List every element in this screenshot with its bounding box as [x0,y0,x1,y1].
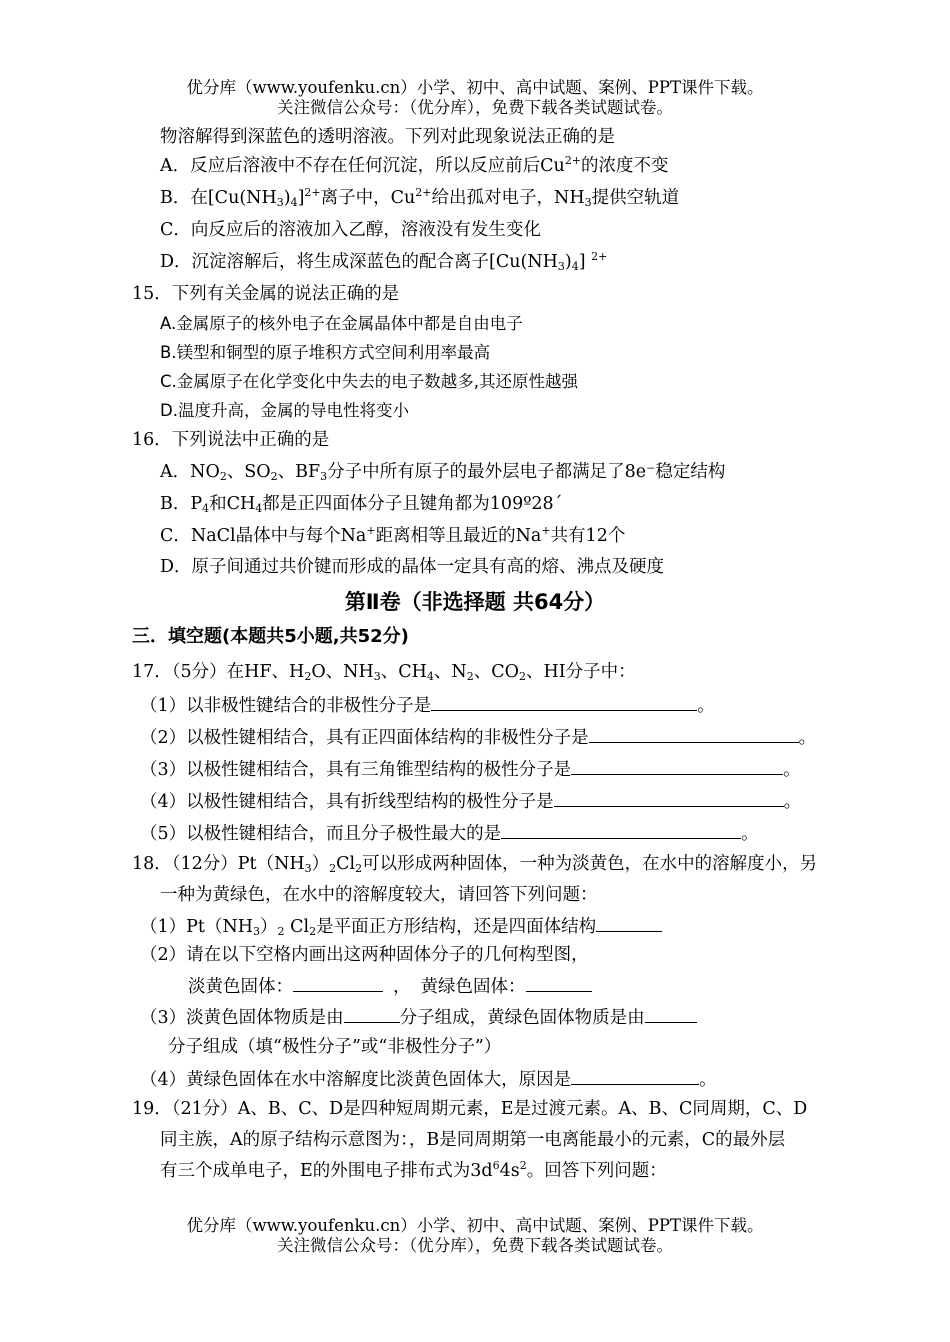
section-2-title: 第Ⅱ卷（非选择题 共64分） [344,590,606,614]
q17-part-2: （2）以极性键相结合，具有正四面体结构的非极性分子是 。 [140,724,816,750]
page-footer-line1: 优分库（www.youfenku.cn）小学、初中、高中试题、案例、PPT课件下载。 [186,1216,764,1235]
q16-option-a: A．$NO_2$、$SO_2$、$BF_3$分子中所有原子的最外层电子都满足了8e⁻稳定结构 [160,462,726,483]
q14-option-b: B．在$[Cu(NH_3)_4]^{2+}$离子中，$Cu^{2+}$给出孤对电子，$NH_3$提供空轨道 [160,186,680,209]
q19-stem-line1: 19．（21分）A、B、C、D是四种短周期元素，E是过渡元素。A、B、C同周期，C、D [132,1099,808,1119]
q18-blank-3b[interactable] [645,1004,697,1023]
q15-option-b: B.镁型和铜型的原子堆积方式空间利用率最高 [160,343,491,362]
q15-stem: 15．下列有关金属的说法正确的是 [132,284,400,304]
q18-part-2: （2）请在以下空格内画出这两种固体分子的几何构型图， [140,945,589,965]
page-header-line2: 关注微信公众号：（优分库），免费下载各类试题试卷。 [277,98,673,117]
q18-stem-line2: 一种为黄绿色，在水中的溶解度较大，请回答下列问题： [160,885,598,905]
part-3-title: 三．填空题(本题共5小题,共52分) [132,626,409,647]
q19-stem-line3: 有三个成单电子，E的外围电子排布式为$3d^64s^2$。回答下列问题： [160,1159,667,1181]
q17-blank-4[interactable] [554,788,784,807]
q14-option-a: A．反应后溶液中不存在任何沉淀，所以反应前后$Cu^{2+}$的浓度不变 [160,154,669,176]
q17-blank-1[interactable] [431,692,697,711]
page-header-line1: 优分库（www.youfenku.cn）小学、初中、高中试题、案例、PPT课件下载。 [186,78,764,97]
q18-part-1: $(1)Pt(NH_3)_2$ $Cl_2$是平面正方形结构，还是四面体结构 [140,913,662,939]
q16-option-d: D．原子间通过共价键而形成的晶体一定具有高的熔、沸点及硬度 [160,557,665,577]
q18-part-2-answers: 淡黄色固体： ， 黄绿色固体： [188,973,592,999]
q15-option-d: D.温度升高，金属的导电性将变小 [160,401,409,420]
q16-stem: 16．下列说法中正确的是 [132,430,330,450]
q15-option-c: C.金属原子在化学变化中失去的电子数越多,其还原性越强 [160,372,579,391]
q14-option-c: C．向反应后的溶液加入乙醇，溶液没有发生变化 [160,220,541,240]
q19-stem-line2: 同主族，A的原子结构示意图为：，B是同周期第一电离能最小的元素，C的最外层 [160,1130,786,1150]
q18-blank-yellow-green[interactable] [526,973,592,992]
q16-option-c: C．NaCl晶体中与每个Na+距离相等且最近的Na+共有12个 [160,524,626,546]
q18-part-4: （4）黄绿色固体在水中溶解度比淡黄色固体大，原因是 。 [140,1066,717,1092]
q17-part-3: （3）以极性键相结合，具有三角锥型结构的极性分子是 。 [140,756,801,782]
q17-stem: 17．（5分）在HF、$H_2O$、$NH_3$、$CH_4$、$N_2$、$CO_2$、HI分子中： [132,662,636,683]
q14-stem-continuation: 物溶解得到深蓝色的透明溶液。下列对此现象说法正确的是 [160,127,615,147]
q18-blank-1[interactable] [596,913,662,932]
q16-option-b: B．$P_4$和$CH_4$都是正四面体分子且键角都为109º28´ [160,494,563,515]
q17-part-1: （1）以非极性键结合的非极性分子是 。 [140,692,715,718]
q17-blank-3[interactable] [571,756,783,775]
q18-part-3: （3）淡黄色固体物质是由 分子组成，黄绿色固体物质是由 [140,1004,697,1030]
q18-stem: 18．（12分）$Pt(NH_3)_2Cl_2$可以形成两种固体，一种为淡黄色，在水中的溶解度小，另 [132,854,818,875]
q18-blank-4[interactable] [571,1066,699,1085]
page-footer-line2: 关注微信公众号：（优分库），免费下载各类试题试卷。 [277,1236,673,1255]
q14-option-d: D．沉淀溶解后，将生成深蓝色的配合离子$[Cu(NH_3)_4]$ $^{2+}$ [160,250,608,273]
q15-option-a: A.金属原子的核外电子在金属晶体中都是自由电子 [160,314,523,333]
q18-blank-pale-yellow[interactable] [293,973,383,992]
q17-blank-5[interactable] [501,820,741,839]
q17-part-4: （4）以极性键相结合，具有折线型结构的极性分子是 。 [140,788,801,814]
q17-blank-2[interactable] [589,724,799,743]
q17-part-5: （5）以极性键相结合，而且分子极性最大的是 。 [140,820,759,846]
q18-blank-3a[interactable] [344,1004,400,1023]
q18-part-3-cont: 分子组成（填“极性分子”或“非极性分子”） [168,1037,502,1057]
